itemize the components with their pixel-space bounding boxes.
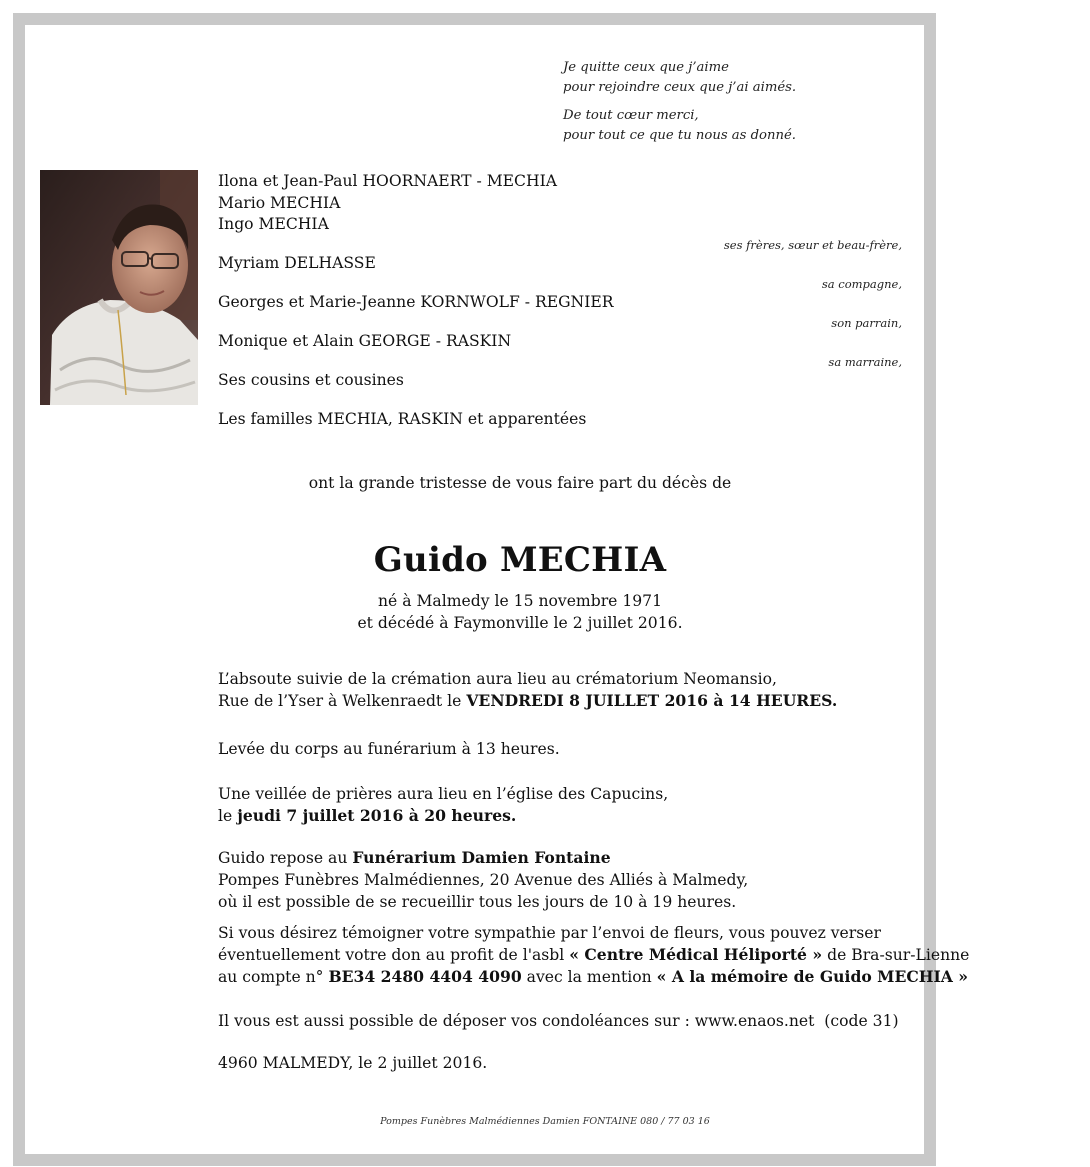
cremation-info xyxy=(218,668,837,712)
birth-line: né à Malmedy le 15 novembre 1971 xyxy=(377,592,663,610)
announcement-intro: ont la grande tristesse de vous faire part du décès de xyxy=(308,474,732,492)
donation-text: avec la mention xyxy=(521,968,657,986)
poem-line: pour rejoindre ceux que j’ai aimés. xyxy=(563,80,797,95)
family-member: Ses cousins et cousines xyxy=(218,371,404,389)
poem-line: Je quitte ceux que j’aime xyxy=(563,60,729,75)
footer-credit: Pompes Funèbres Malmédiennes Damien FONTAINE 080 / 77 03 16 xyxy=(380,1116,710,1127)
place-and-date: 4960 MALMEDY, le 2 juillet 2016. xyxy=(218,1054,488,1072)
family-member: Ilona et Jean-Paul HOORNAERT - MECHIA xyxy=(218,172,557,190)
bank-account: BE34 2480 4404 4090 xyxy=(328,967,522,986)
vigil-line: Une veillée de prières aura lieu en l’église des Capucins, xyxy=(218,785,669,803)
donation-line xyxy=(218,944,969,966)
donation-text: de Bra-sur-Lienne xyxy=(822,946,970,964)
vigil-date: jeudi 7 juillet 2016 à 20 heures. xyxy=(237,806,517,825)
vigil-info xyxy=(218,783,668,827)
charity-name: « Centre Médical Héliporté » xyxy=(569,945,823,964)
donation-info xyxy=(218,922,969,988)
portrait-photo xyxy=(40,170,198,405)
funeral-home-name: Funérarium Damien Fontaine xyxy=(352,848,611,867)
repose-info xyxy=(218,847,748,913)
donation-line: Si vous désirez témoigner votre sympathie par l’envoi de fleurs, vous pouvez verser xyxy=(218,924,881,942)
levee-info: Levée du corps au funérarium à 13 heures. xyxy=(218,740,560,758)
family-member: Myriam DELHASSE xyxy=(218,254,376,272)
relationship-label: sa compagne, xyxy=(821,277,902,291)
family-member: Monique et Alain GEORGE - RASKIN xyxy=(218,332,512,350)
condolences-info: Il vous est aussi possible de déposer vos condoléances sur : www.enaos.net (code 31) xyxy=(218,1012,899,1030)
cremation-text: Rue de l’Yser à Welkenraedt le xyxy=(218,692,467,710)
repose-line: Pompes Funèbres Malmédiennes, 20 Avenue des Alliés à Malmedy, xyxy=(218,871,749,889)
family-member: Mario MECHIA xyxy=(218,194,341,212)
birth-death-dates xyxy=(40,590,1000,634)
poem-line: De tout cœur merci, xyxy=(563,108,699,123)
relationship-label: sa marraine, xyxy=(828,355,902,369)
repose-line: où il est possible de se recueillir tous les jours de 10 à 19 heures. xyxy=(218,893,737,911)
cremation-date: VENDREDI 8 JUILLET 2016 à 14 HEURES. xyxy=(466,691,838,710)
donation-text: au compte n° xyxy=(218,968,329,986)
death-line: et décédé à Faymonville le 2 juillet 2016. xyxy=(357,614,683,632)
cremation-line xyxy=(218,690,837,712)
vigil-line xyxy=(218,805,668,827)
repose-text: Guido repose au xyxy=(218,849,353,867)
relationship-label: son parrain, xyxy=(831,316,902,330)
deceased-name: Guido MECHIA xyxy=(373,540,667,580)
family-member: Ingo MECHIA xyxy=(218,215,329,233)
family-member: Les familles MECHIA, RASKIN et apparentées xyxy=(218,410,587,428)
donation-line xyxy=(218,966,969,988)
donation-mention: « A la mémoire de Guido MECHIA » xyxy=(656,967,969,986)
family-member: Georges et Marie-Jeanne KORNWOLF - REGNIER xyxy=(218,293,614,311)
poem xyxy=(563,58,796,154)
cremation-line: L’absoute suivie de la crémation aura lieu au crématorium Neomansio, xyxy=(218,670,777,688)
poem-line: pour tout ce que tu nous as donné. xyxy=(563,128,796,143)
relationship-label: ses frères, sœur et beau-frère, xyxy=(723,238,902,252)
donation-text: éventuellement votre don au profit de l'asbl xyxy=(218,946,570,964)
vigil-text: le xyxy=(218,807,238,825)
repose-line xyxy=(218,847,748,869)
